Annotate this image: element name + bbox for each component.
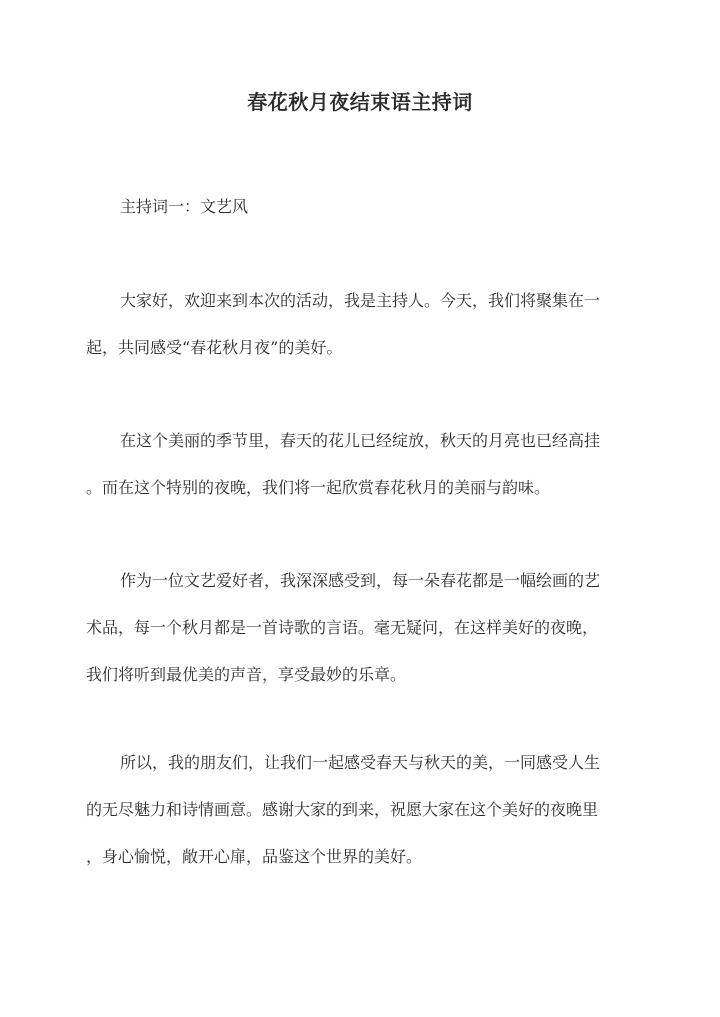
document-title: 春花秋月夜结束语主持词	[247, 90, 473, 114]
paragraph-line: 所以，我的朋友们，让我们一起感受春天与秋天的美，一同感受人生	[120, 753, 601, 772]
paragraph-line: 术品，每一个秋月都是一首诗歌的言语。毫无疑问，在这样美好的夜晚，	[86, 618, 599, 637]
paragraph-line: ，身心愉悦，敞开心扉，品鉴这个世界的美好。	[86, 847, 423, 866]
paragraph-line: 。而在这个特别的夜晚，我们将一起欣赏春花秋月的美丽与韵味。	[86, 478, 551, 497]
paragraph-4	[86, 750, 634, 870]
paragraph-line: 我们将听到最优美的声音，享受最妙的乐章。	[86, 665, 407, 684]
section-heading: 主持词一：文艺风	[120, 197, 249, 216]
paragraph-line: 作为一位文艺爱好者，我深深感受到，每一朵春花都是一幅绘画的艺	[120, 571, 601, 590]
paragraph-line: 大家好，欢迎来到本次的活动，我是主持人。今天，我们将聚集在一	[120, 291, 601, 310]
paragraph-2	[86, 428, 634, 501]
paragraph-line: 起，共同感受“春花秋月夜”的美好。	[86, 338, 343, 357]
paragraph-1	[86, 288, 634, 361]
paragraph-3	[86, 568, 634, 688]
paragraph-line: 的无尽魅力和诗情画意。感谢大家的到来，祝愿大家在这个美好的夜晚里	[86, 800, 599, 819]
paragraph-line: 在这个美丽的季节里，春天的花儿已经绽放，秋天的月亮也已经高挂	[120, 431, 601, 450]
